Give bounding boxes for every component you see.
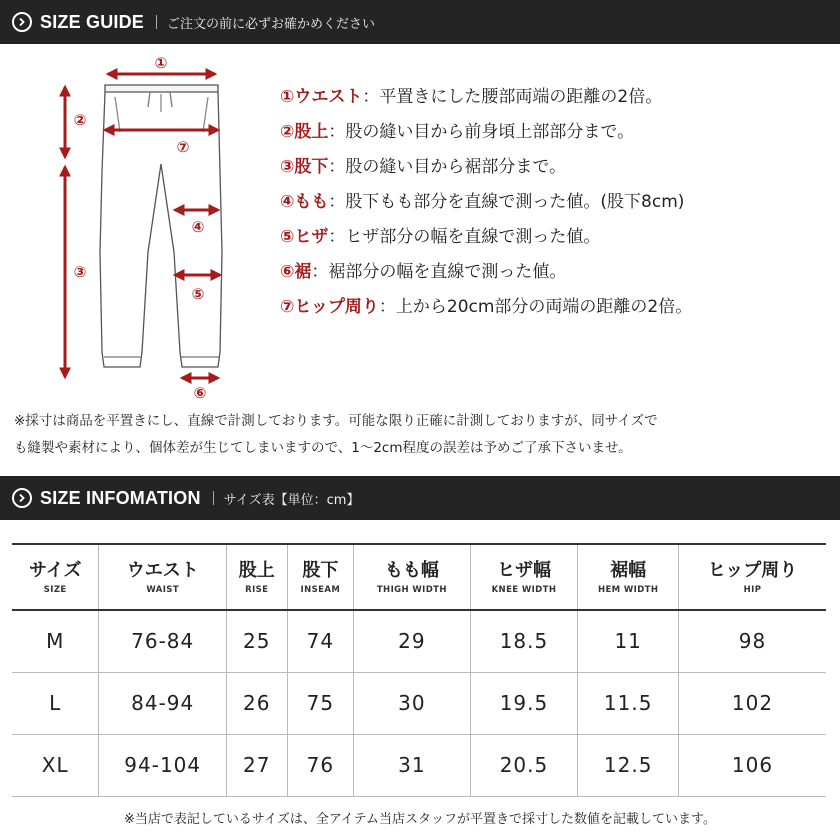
desc-text: ：股下もも部分を直線で測った値。(股下8cm) [328, 192, 685, 212]
desc-text: ：平置きにした腰部両端の距離の2倍。 [362, 87, 663, 107]
desc-knee [280, 220, 840, 255]
size-guide-title: SIZE GUIDE [40, 11, 145, 32]
desc-text: ：股の縫い目から前身頃上部部分まで。 [328, 122, 635, 142]
table-cell: L [12, 672, 99, 734]
table-cell: 102 [679, 672, 826, 734]
diagram-label-6: ⑥ [193, 384, 207, 402]
table-cell: 75 [287, 672, 354, 734]
table-cell: 25 [226, 610, 287, 672]
diagram-label-7: ⑦ [176, 138, 190, 156]
table-cell: 84-94 [99, 672, 227, 734]
table-cell: 19.5 [470, 672, 578, 734]
header-inseam: 股下 INSEAM [287, 544, 354, 610]
size-info-subtitle: サイズ表【単位：cm】 [223, 492, 360, 508]
header-knee-width: ヒザ幅 KNEE WIDTH [470, 544, 578, 610]
table-row [12, 610, 826, 672]
header-divider [213, 491, 214, 505]
size-table [12, 543, 826, 797]
desc-text: ：裾部分の幅を直線で測った値。 [311, 262, 567, 282]
table-cell: 12.5 [578, 734, 679, 796]
desc-term: ③股下 [280, 157, 329, 177]
header-hem-width: 裾幅 HEM WIDTH [578, 544, 679, 610]
desc-term: ④もも [280, 192, 329, 212]
table-cell: M [12, 610, 99, 672]
table-cell: 18.5 [470, 610, 578, 672]
header-rise: 股上 RISE [226, 544, 287, 610]
desc-term: ⑥裾 [280, 262, 312, 282]
diagram-label-3: ③ [73, 263, 87, 281]
desc-text: ：ヒザ部分の幅を直線で測った値。 [328, 227, 601, 247]
header-waist: ウエスト WAIST [99, 544, 227, 610]
pants-measurement-diagram [40, 52, 240, 402]
chevron-right-circle-icon [12, 12, 32, 32]
table-cell: 11.5 [578, 672, 679, 734]
desc-inseam [280, 150, 840, 185]
diagram-label-2: ② [73, 111, 87, 129]
desc-text: ：股の縫い目から裾部分まで。 [328, 157, 567, 177]
table-cell: 20.5 [470, 734, 578, 796]
table-cell: 27 [226, 734, 287, 796]
measurement-note [14, 408, 834, 462]
size-info-header [0, 476, 840, 520]
table-cell: 76 [287, 734, 354, 796]
table-row [12, 734, 826, 796]
table-cell: 31 [354, 734, 470, 796]
table-cell: 98 [679, 610, 826, 672]
chevron-right-circle-icon [12, 488, 32, 508]
desc-thigh [280, 185, 840, 220]
table-cell: XL [12, 734, 99, 796]
desc-rise [280, 115, 840, 150]
table-cell: 30 [354, 672, 470, 734]
measurement-note-line2: も縫製や素材により、個体差が生じてしまいますので、1〜2cm程度の誤差は予めご了承下さいませ。 [14, 440, 632, 456]
desc-text: ：上から20cm部分の両端の距離の2倍。 [378, 297, 693, 317]
desc-hem [280, 255, 840, 290]
table-cell: 74 [287, 610, 354, 672]
table-cell: 76-84 [99, 610, 227, 672]
desc-term: ⑦ヒップ周り [280, 297, 379, 317]
table-cell: 11 [578, 610, 679, 672]
table-header-row [12, 544, 826, 610]
size-guide-header [0, 0, 840, 44]
measurement-note-line1: ※採寸は商品を平置きにし、直線で計測しております。可能な限り正確に計測しておりますが、同サイズで [14, 413, 658, 429]
diagram-label-5: ⑤ [191, 285, 205, 303]
table-row [12, 672, 826, 734]
desc-term: ②股上 [280, 122, 329, 142]
desc-hip [280, 290, 840, 325]
header-hip: ヒップ周り HIP [679, 544, 826, 610]
desc-waist [280, 80, 840, 115]
footer-note: ※当店で表記しているサイズは、全アイテム当店スタッフが平置きで採寸した数値を記載しています。 [124, 812, 716, 827]
table-cell: 94-104 [99, 734, 227, 796]
measurement-descriptions [280, 80, 840, 325]
diagram-label-4: ④ [191, 218, 205, 236]
desc-term: ⑤ヒザ [280, 227, 329, 247]
table-cell: 106 [679, 734, 826, 796]
diagram-label-1: ① [154, 54, 168, 72]
header-size: サイズ SIZE [12, 544, 99, 610]
header-divider [156, 15, 157, 29]
size-guide-subtitle: ご注文の前に必ずお確かめください [167, 16, 376, 32]
size-info-title: SIZE INFOMATION [40, 487, 201, 508]
desc-term: ①ウエスト [280, 87, 363, 107]
table-cell: 26 [226, 672, 287, 734]
pants-illustration [40, 52, 240, 402]
header-thigh-width: もも幅 THIGH WIDTH [354, 544, 470, 610]
table-cell: 29 [354, 610, 470, 672]
